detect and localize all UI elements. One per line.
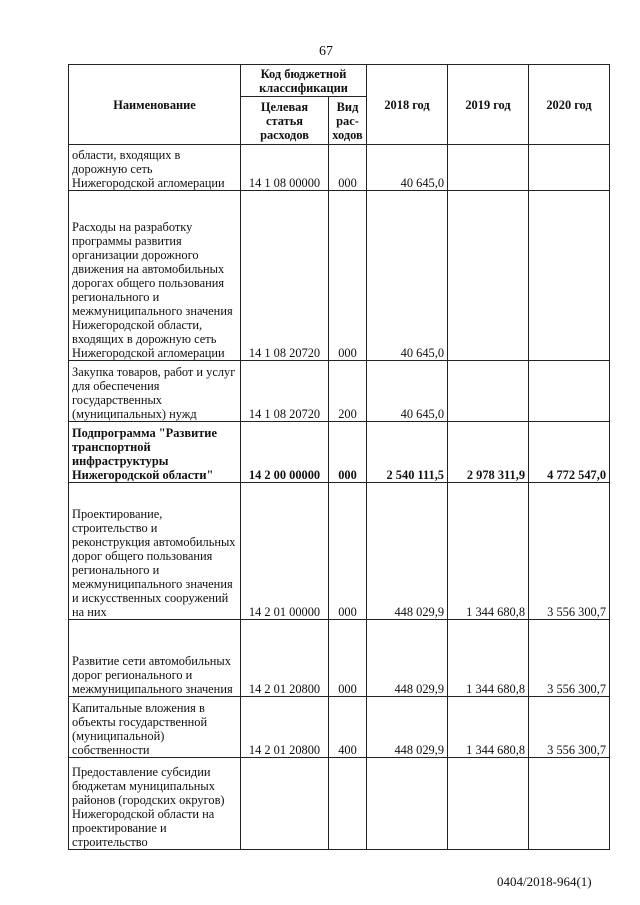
row-2019 [448,191,529,361]
table-row [69,361,610,422]
table-row [69,758,610,850]
row-2019: 2 978 311,9 [448,422,529,483]
row-name: Закупка товаров, работ и услуг для обеспечения государственных (муниципальных) нужд [69,361,241,422]
header-name: Наименование [69,65,241,145]
row-2019 [448,361,529,422]
row-2019 [448,145,529,191]
budget-table [68,64,610,850]
row-type [329,758,367,850]
row-name: Предоставление субсидии бюджетам муниципальных районов (городских округов) Нижегородской области на проектирование и строительство [69,758,241,850]
header-2018: 2018 год [367,65,448,145]
table-row [69,422,610,483]
row-code: 14 1 08 20720 [241,191,329,361]
row-code: 14 2 01 20800 [241,697,329,758]
header-expense-type: Вид рас- ходов [329,97,367,145]
row-2019: 1 344 680,8 [448,620,529,697]
row-2020: 3 556 300,7 [529,620,610,697]
row-name: Расходы на разработку программы развития организации дорожного движения на автомобильных дорогах общего пользования регионального и межмуниципального значения Нижегородской области, входящих в дорожную сеть Нижегородской агломерации [69,191,241,361]
row-2018: 40 645,0 [367,191,448,361]
row-code: 14 2 00 00000 [241,422,329,483]
row-2020 [529,758,610,850]
row-2018 [367,758,448,850]
row-type: 000 [329,145,367,191]
table-row [69,697,610,758]
row-2020 [529,191,610,361]
row-code: 14 2 01 00000 [241,483,329,620]
header-2020: 2020 год [529,65,610,145]
row-code: 14 1 08 20720 [241,361,329,422]
row-type: 000 [329,422,367,483]
row-type: 400 [329,697,367,758]
row-2018: 448 029,9 [367,483,448,620]
table-row [69,191,610,361]
row-2018: 40 645,0 [367,361,448,422]
row-2020 [529,361,610,422]
row-name: Капитальные вложения в объекты государственной (муниципальной) собственности [69,697,241,758]
row-type: 000 [329,620,367,697]
row-type: 000 [329,483,367,620]
row-2019 [448,758,529,850]
row-name: Проектирование, строительство и реконструкция автомобильных дорог общего пользования регионального и межмуниципального значения и искусственных сооружений на них [69,483,241,620]
row-name: Подпрограмма "Развитие транспортной инфраструктуры Нижегородской области" [69,422,241,483]
row-2018: 40 645,0 [367,145,448,191]
header-2019: 2019 год [448,65,529,145]
header-target-article: Целевая статья расходов [241,97,329,145]
row-2020: 4 772 547,0 [529,422,610,483]
row-2018: 2 540 111,5 [367,422,448,483]
row-code: 14 1 08 00000 [241,145,329,191]
row-2019: 1 344 680,8 [448,483,529,620]
row-2020: 3 556 300,7 [529,697,610,758]
row-2020 [529,145,610,191]
row-2018: 448 029,9 [367,697,448,758]
row-type: 000 [329,191,367,361]
row-name: Развитие сети автомобильных дорог регионального и межмуниципального значения [69,620,241,697]
row-type: 200 [329,361,367,422]
row-code [241,758,329,850]
table-row [69,483,610,620]
row-2018: 448 029,9 [367,620,448,697]
header-code-group: Код бюджетной классификации [241,65,367,97]
row-code: 14 2 01 20800 [241,620,329,697]
row-2020: 3 556 300,7 [529,483,610,620]
page-number: 67 [319,44,333,59]
document-code: 0404/2018-964(1) [497,874,592,889]
table-row [69,145,610,191]
row-2019: 1 344 680,8 [448,697,529,758]
row-name: области, входящих в дорожную сеть Нижегородской агломерации [69,145,241,191]
table-row [69,620,610,697]
